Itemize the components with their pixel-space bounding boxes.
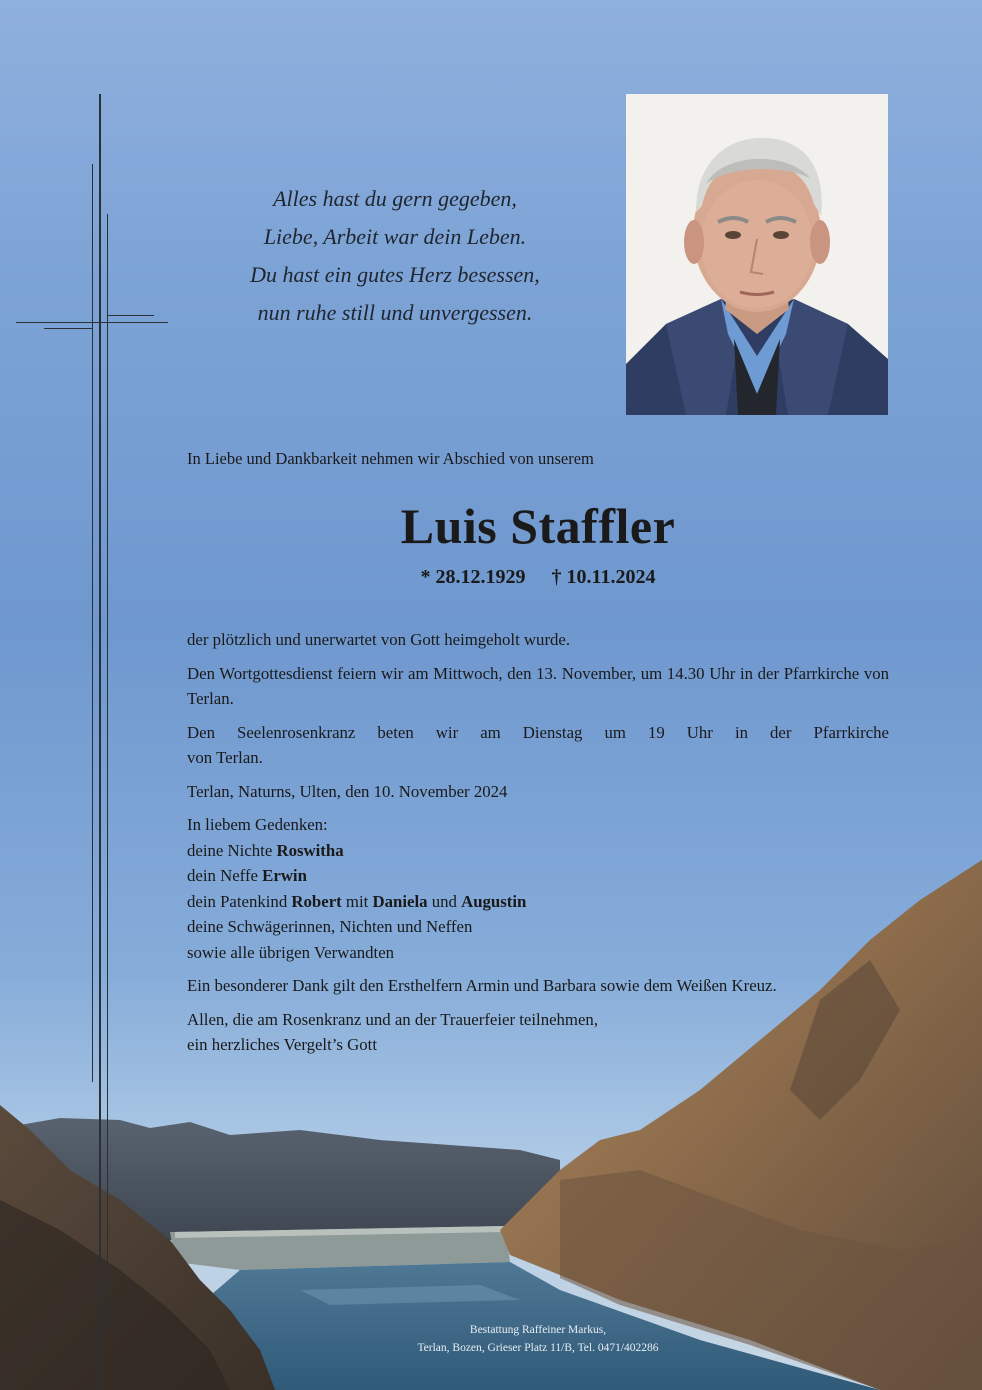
deceased-name: Luis Staffler — [400, 498, 676, 554]
funeral-home-footer — [300, 1321, 776, 1357]
mourner-line: sowie alle übrigen Verwandten — [187, 942, 395, 962]
footer-line: Terlan, Bozen, Grieser Platz 11/B, Tel. 0471/402286 — [417, 1342, 659, 1354]
mourners-list — [187, 812, 889, 965]
rosary-line-2: von Terlan. — [187, 748, 263, 767]
footer-line: Bestattung Raffeiner Markus, — [469, 1324, 607, 1336]
rosary-notice — [187, 720, 889, 771]
death-date: † 10.11.2024 — [551, 566, 656, 588]
poem-line: Du hast ein gutes Herz besessen, — [250, 262, 540, 287]
mourner-name: Erwin — [262, 866, 307, 885]
mourner-name: Robert — [291, 891, 342, 911]
poem-line: Alles hast du gern gegeben, — [273, 186, 517, 211]
mourner-name: Roswitha — [276, 840, 344, 860]
birth-date: * 28.12.1929 — [420, 566, 526, 588]
portrait-photo — [626, 94, 888, 415]
special-thanks: Ein besonderer Dank gilt den Ersthelfern Armin und Barbara sowie dem Weißen Kreuz. — [187, 976, 777, 995]
mourners-heading: In liebem Gedenken: — [187, 815, 328, 834]
mourner-line: dein Patenkind Robert mit Daniela und Augustin — [187, 891, 527, 911]
closing-thanks: Allen, die am Rosenkranz und an der Trauerfeier teilnehmen, ein herzliches Vergelt’s Gott — [187, 1009, 599, 1054]
intro-text: In Liebe und Dankbarkeit nehmen wir Abschied von unserem — [187, 449, 594, 468]
mourner-line: deine Nichte Roswitha — [187, 840, 344, 860]
passing-notice: der plötzlich und unerwartet von Gott heimgeholt wurde. — [187, 630, 571, 649]
poem-line: Liebe, Arbeit war dein Leben. — [263, 224, 527, 249]
life-dates — [300, 566, 776, 589]
memorial-poem — [200, 180, 590, 332]
mourner-name: Daniela — [372, 891, 428, 911]
rosary-line-1: Den Seelenrosenkranz beten wir am Dienstag um 19 Uhr in der Pfarrkirche — [187, 722, 889, 742]
mourner-line: deine Schwägerinnen, Nichten und Neffen — [187, 917, 473, 936]
obituary-body — [187, 627, 889, 1066]
mourner-line: dein Neffe Erwin — [187, 866, 307, 885]
place-date: Terlan, Naturns, Ulten, den 10. November 2024 — [187, 781, 508, 801]
poem-line: nun ruhe still und unvergessen. — [257, 300, 533, 325]
service-notice: Den Wortgottesdienst feiern wir am Mittwoch, den 13. November, um 14.30 Uhr in der Pfarrkirche von Terlan. — [187, 663, 889, 708]
mourner-name: Augustin — [461, 891, 527, 911]
